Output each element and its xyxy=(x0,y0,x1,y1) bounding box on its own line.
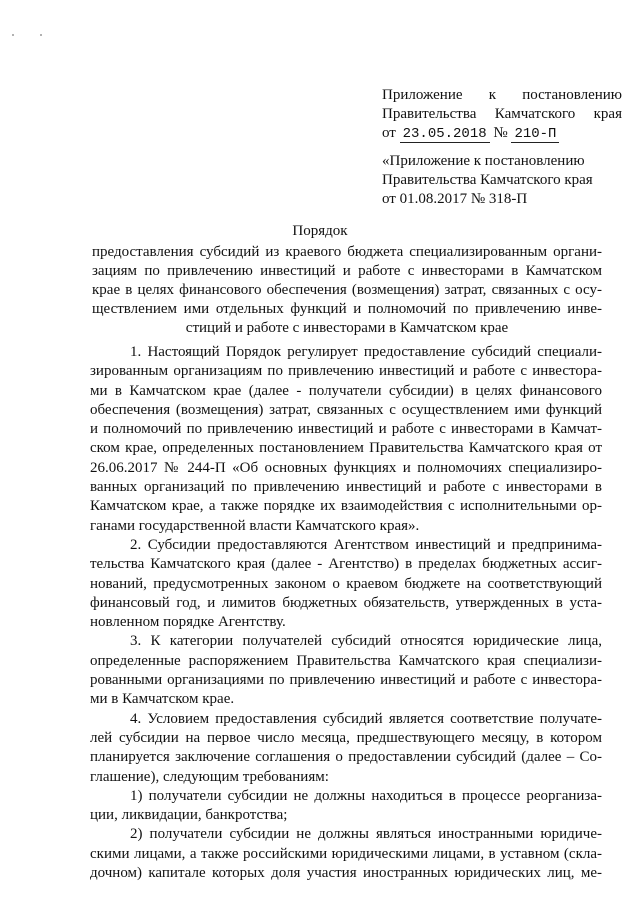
body-line: нований, предусмотренных законом о краевом бюджете на соответствующий xyxy=(90,575,602,592)
document-subtitle xyxy=(92,243,602,338)
body-line: лей субсидии на первое число месяца, предшествующего месяцу, в котором xyxy=(90,729,602,746)
body-line: 2) получатели субсидии не должны являться иностранными юридиче- xyxy=(130,826,602,843)
quoted-appendix xyxy=(382,152,622,209)
body-line: ванных организаций по привлечению инвестиций и работе с инвесторами в xyxy=(90,479,602,496)
appendix-header xyxy=(382,86,622,143)
scan-speck xyxy=(40,34,42,36)
quoted-appendix-line: Правительства Камчатского края xyxy=(382,172,593,188)
body-line: ганами государственной власти Камчатского края». xyxy=(90,517,420,534)
body-line: новленном порядке Агентству. xyxy=(90,614,286,631)
subtitle-line: зациям по привлечению инвестиций и работе с инвесторами в Камчатском xyxy=(92,263,602,279)
body-line: рованными организациями по привлечению инвестиций и работе с инвестора- xyxy=(90,672,602,689)
body-line: планируется заключение соглашения о предоставлении субсидий (далее – Со- xyxy=(90,749,602,766)
body-line: 3. К категории получателей субсидий относятся юридические лица, xyxy=(130,633,602,650)
appendix-date-line xyxy=(382,124,622,143)
body-line: 26.06.2017 № 244-П «Об основных функциях и полномочиях специализиро- xyxy=(90,459,602,476)
body-line: дочном) капитале которых доля участия иностранных юридических лиц, ме- xyxy=(90,865,602,882)
body-line: тельства Камчатского края (далее - Агентство) в пределах бюджетных ассиг- xyxy=(90,556,602,573)
scan-speck xyxy=(12,34,14,36)
body-line: 1) получатели субсидии не должны находиться в процессе реорганиза- xyxy=(130,787,602,804)
decree-number: 210-П xyxy=(511,127,559,143)
body-line: ми в Камчатском крае. xyxy=(90,691,235,708)
body-line: скими лицами, а также российскими юридическими лицами, в уставном (скла- xyxy=(90,845,602,862)
body-line: 4. Условием предоставления субсидий является соответствие получате- xyxy=(130,710,602,727)
subtitle-line: ществлением ими отдельных функций и полномочий по привлечению инве- xyxy=(92,301,602,317)
subtitle-line: крае в целях финансового обеспечения (возмещения) затрат, связанных с осу- xyxy=(92,282,602,298)
decree-date: 23.05.2018 xyxy=(400,127,490,143)
body-line: зированным организациям по привлечению инвестиций и работе с инвестора- xyxy=(90,363,602,380)
body-line: 1. Настоящий Порядок регулирует предоставление субсидий специали- xyxy=(130,344,602,360)
body-line: ми в Камчатском крае (далее - получатели субсидии) в целях финансового xyxy=(90,382,602,399)
body-line: и полномочий по привлечению инвестиций и работе с инвесторами в Камчат- xyxy=(90,421,602,438)
body-line: 2. Субсидии предоставляются Агентством инвестиций и предпринима- xyxy=(130,536,602,553)
body-line: обеспечения (возмещения) затрат, связанных с осуществлением ими функций xyxy=(90,401,602,418)
body-line: определенные распоряжением Правительства Камчатского края специализи- xyxy=(90,652,602,669)
body-line: Камчатском крае, а также порядке их взаимодействия с исполнительными ор- xyxy=(90,498,602,515)
appendix-line: Правительства Камчатского края xyxy=(382,106,622,122)
subtitle-line: стиций и работе с инвесторами в Камчатском крае xyxy=(185,320,509,336)
number-sign: № xyxy=(493,125,508,141)
document-body xyxy=(90,343,602,883)
quoted-appendix-line: «Приложение к постановлению xyxy=(382,153,585,169)
body-line: ции, ликвидации, банкротства; xyxy=(90,807,288,824)
appendix-line: Приложение к постановлению xyxy=(382,87,622,103)
quoted-appendix-line: от 01.08.2017 № 318-П xyxy=(382,191,528,207)
date-prefix: от xyxy=(382,125,396,141)
body-line: финансовый год, и лимитов бюджетных обязательств, утвержденных в уста- xyxy=(90,594,602,611)
subtitle-line: предоставления субсидий из краевого бюджета специализированным органи- xyxy=(92,244,602,260)
body-line: глашение), следующим требованиям: xyxy=(90,768,329,785)
document-title: Порядок xyxy=(292,223,348,239)
body-line: ском крае, определенных постановлением Правительства Камчатского края от xyxy=(90,440,602,457)
